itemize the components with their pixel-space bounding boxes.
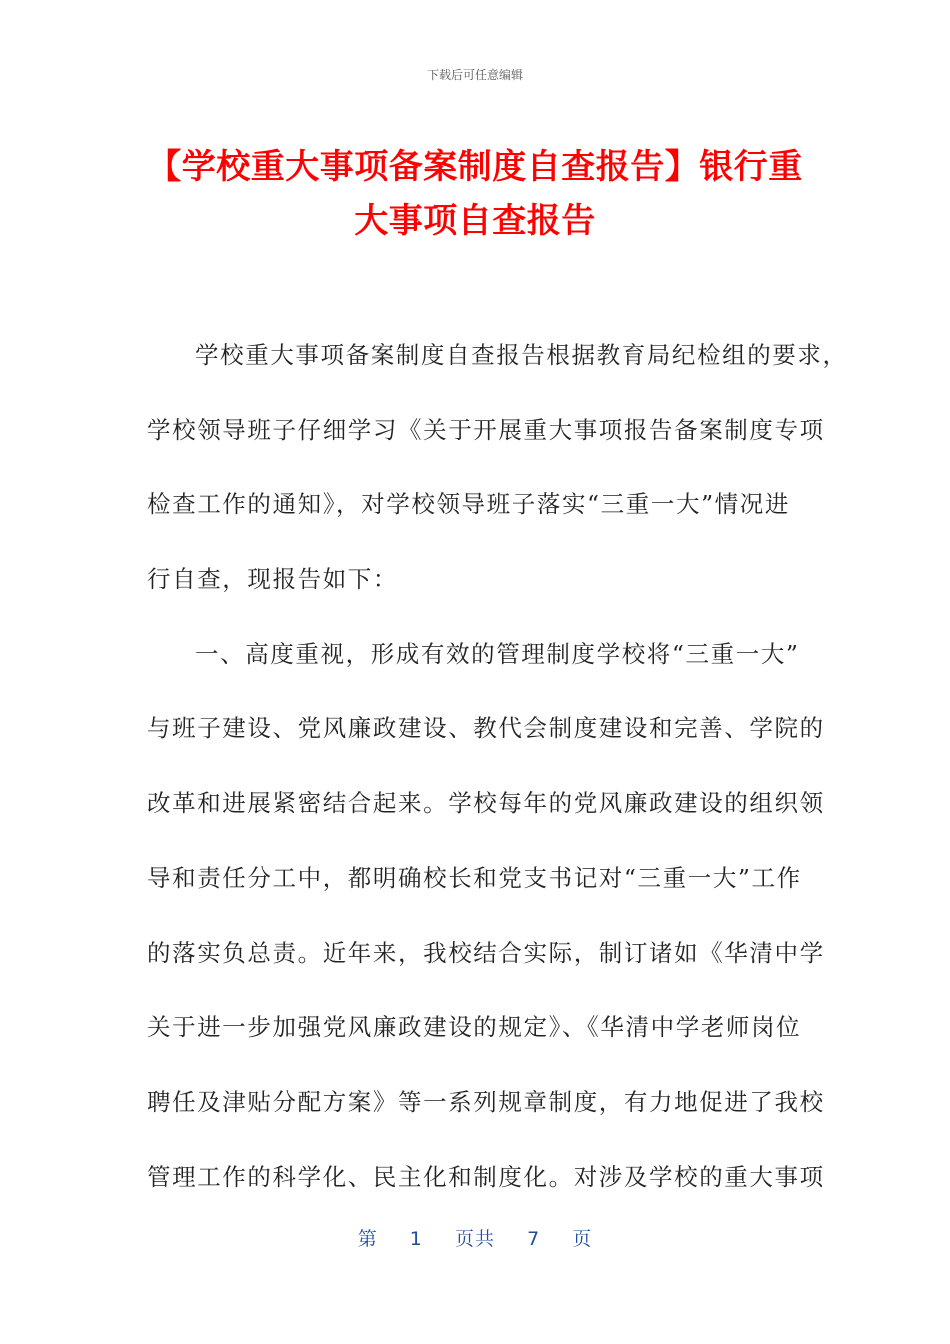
page-prefix: 第 [357,1228,378,1250]
document-title [140,140,810,248]
body-line: 改革和进展紧密结合起来。学校每年的党风廉政建设的组织领 [147,789,825,818]
body-line: 的落实负总责。近年来，我校结合实际，制订诸如《华清中学 [147,938,825,967]
body-line: 检查工作的通知》，对学校领导班子落实“三重一大”情况进 [147,490,790,519]
total-pages-number: 7 [527,1228,541,1250]
body-line: 与班子建设、党风廉政建设、教代会制度建设和完善、学院的 [147,714,825,743]
body-line: 学校领导班子仔细学习《关于开展重大事项报告备案制度专项 [147,415,825,444]
body-line: 行自查，现报告如下： [147,565,398,594]
body-line: 学校重大事项备案制度自查报告根据教育局纪检组的要求， [195,341,848,369]
body-line: 关于进一步加强党风廉政建设的规定》、《华清中学老师岗位 [147,1013,802,1042]
document-body [147,318,848,1214]
body-line: 导和责任分工中，都明确校长和党支书记对“三重一大”工作 [147,863,802,892]
title-line-2: 大事项自查报告 [354,201,596,241]
page-footer [0,1226,950,1252]
current-page-number: 1 [409,1228,423,1250]
body-line: 聘任及津贴分配方案》等一系列规章制度，有力地促进了我校 [147,1087,825,1116]
page-mid: 页共 [454,1228,495,1250]
page-suffix: 页 [572,1228,593,1250]
body-line: 一、高度重视，形成有效的管理制度学校将“三重一大” [195,639,800,668]
body-line: 管理工作的科学化、民主化和制度化。对涉及学校的重大事项 [147,1162,825,1191]
header-watermark: 下载后可任意编辑 [426,68,523,82]
title-line-1: 【学校重大事项备案制度自查报告】银行重 [147,147,803,187]
